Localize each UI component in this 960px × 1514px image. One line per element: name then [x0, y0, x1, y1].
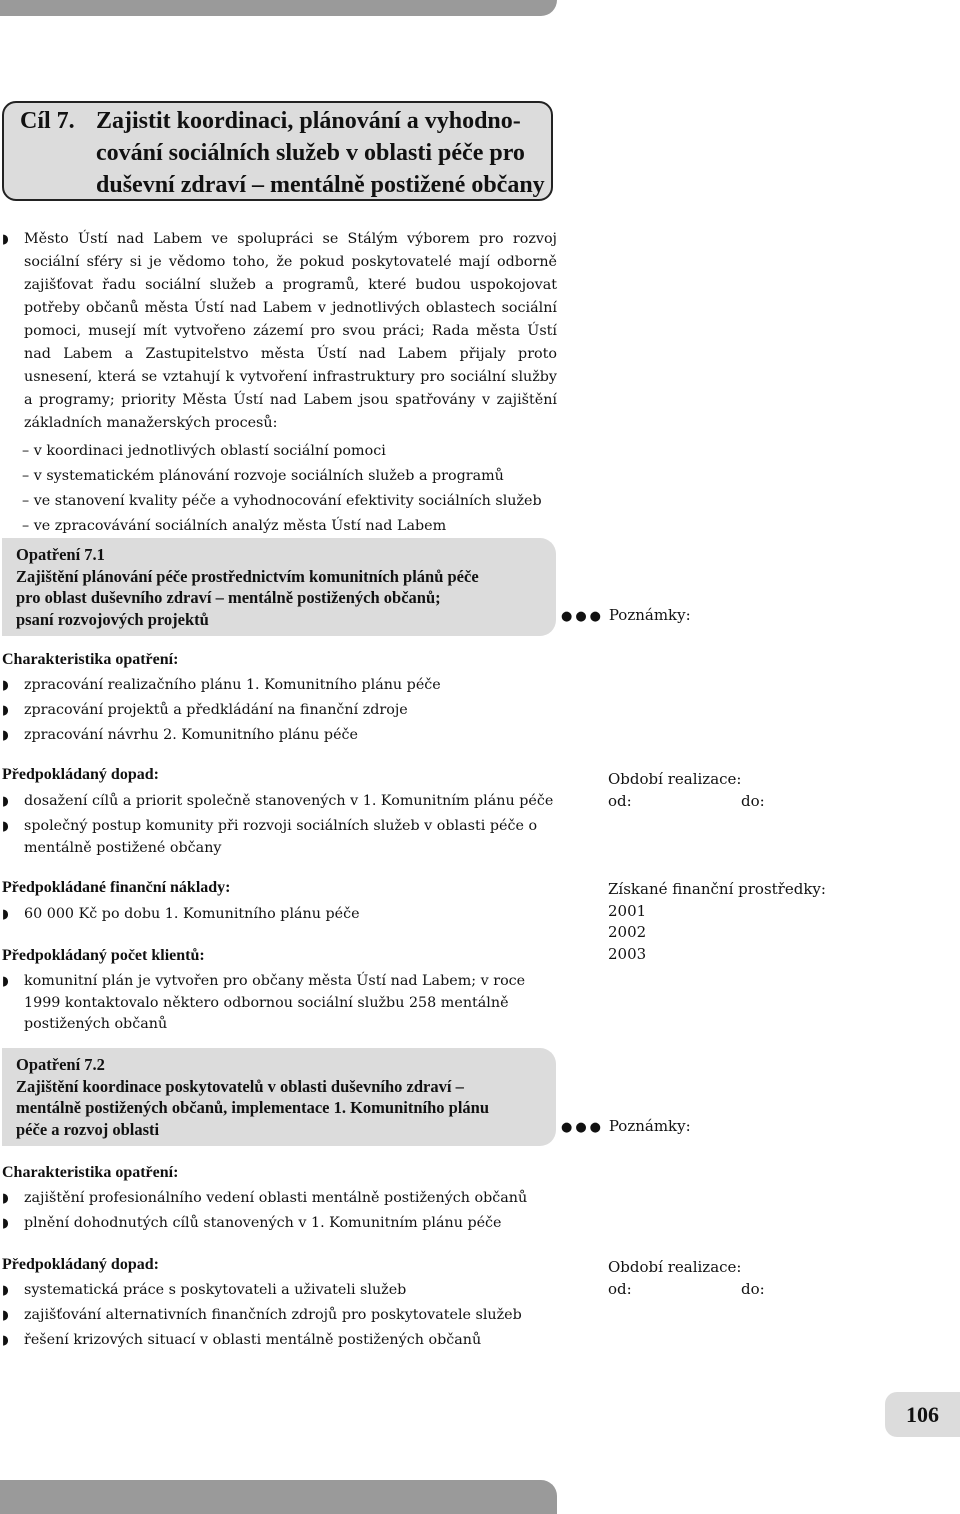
- dash-list-item: – v koordinaci jednotlivých oblastí sociální pomoci: [22, 443, 386, 459]
- list-item: ◗ zajištění profesionálního vedení oblasti mentálně postižených občanů: [2, 1188, 557, 1210]
- costs-heading: Předpokládané finanční náklady:: [2, 879, 231, 896]
- triangle-bullet-icon: ◗: [2, 907, 9, 922]
- period-block-7-2: [608, 1257, 765, 1300]
- measure-title-line: pro oblast duševního zdraví – mentálně postižených občanů;: [16, 588, 441, 607]
- intro-paragraph: Město Ústí nad Labem ve spolupráci se Stálým výborem pro rozvoj sociální sféry si je vědomo toho, že pokud poskytovatelé mají odborně zajišťovat řadu sociální služeb a programů, které budou uspokojovat potřeby občanů města Ústí nad Labem v jednotlivých oblastech sociální pomoci, musejí mít vytvořeno zázemí pro svou práci; Rada města Ústí nad Labem a Zastupitelstvo města Ústí nad Labem přijaly proto usnesení, která se vztahují k vytvoření infrastruktury pro sociální služby a programy; priority Města Ústí nad Labem jsou spatřovány v zajištění základních manažerských procesů:: [24, 231, 557, 431]
- bullet-dots-icon: ●●●: [561, 609, 605, 624]
- impact-heading: Předpokládaný dopad:: [2, 1256, 159, 1273]
- goal-number: Cíl 7.: [20, 108, 75, 134]
- impact-heading: Předpokládaný dopad:: [2, 766, 159, 783]
- period-range: [608, 791, 765, 813]
- bullet-dots-icon: ●●●: [561, 1120, 605, 1135]
- triangle-bullet-icon: ◗: [2, 1191, 9, 1206]
- list-item: ◗ společný postup komunity při rozvoji sociálních služeb v oblasti péče o mentálně postižené občany: [2, 818, 538, 856]
- funds-block: [608, 879, 826, 965]
- measure-title-line: Zajištění plánování péče prostřednictvím komunitních plánů péče: [16, 566, 479, 586]
- list-item: ◗ zpracování realizačního plánu 1. Komunitního plánu péče: [2, 675, 557, 697]
- triangle-bullet-icon: ◗: [2, 703, 9, 718]
- characteristics-list: [2, 1188, 557, 1238]
- characteristics-list: [2, 675, 557, 750]
- funds-year: 2002: [608, 923, 647, 941]
- characteristics-heading: Charakteristika opatření:: [2, 651, 179, 668]
- measure-title-line: péče a rozvoj oblasti: [16, 1119, 160, 1139]
- measure-title-line: mentálně postižených občanů, implementace 1. Komunitního plánu: [16, 1098, 490, 1117]
- goal-title-line: duševní zdraví – mentálně postižené občany: [96, 172, 545, 198]
- period-from-label: od:: [608, 791, 632, 810]
- top-decoration-bar: [0, 0, 557, 16]
- triangle-bullet-icon: ◗: [2, 1283, 9, 1298]
- impact-list: [2, 1280, 557, 1355]
- measure-title-line: Zajištění koordinace poskytovatelů v oblasti duševního zdraví –: [16, 1076, 464, 1096]
- list-item: ◗ zajišťování alternativních finančních zdrojů pro poskytovatele služeb: [2, 1305, 557, 1327]
- list-item: ◗ 60 000 Kč po dobu 1. Komunitního plánu péče: [2, 904, 557, 926]
- triangle-bullet-icon: ◗: [2, 1216, 9, 1231]
- list-item: ◗ řešení krizových situací v oblasti mentálně postižených občanů: [2, 1330, 557, 1352]
- measure-number: Opatření 7.2: [16, 1055, 105, 1074]
- period-block-7-1: [608, 769, 765, 812]
- goal-title-line: cování sociálních služeb v oblasti péče pro: [96, 140, 525, 166]
- page-number: 106: [885, 1392, 960, 1437]
- bottom-decoration-bar: [0, 1480, 557, 1514]
- funds-year: 2001: [608, 901, 647, 920]
- triangle-bullet-icon: ◗: [2, 819, 9, 834]
- goal-title-line: Zajistit koordinaci, plánování a vyhodno-: [96, 108, 521, 134]
- triangle-bullet-icon: ◗: [2, 974, 9, 989]
- triangle-bullet-icon: ◗: [2, 728, 9, 743]
- triangle-bullet-icon: ◗: [2, 678, 9, 693]
- period-from-label: od:: [608, 1279, 632, 1298]
- triangle-bullet-icon: ◗: [2, 1333, 9, 1348]
- clients-list: [2, 971, 557, 1039]
- list-item: ◗ zpracování projektů a předkládání na finanční zdroje: [2, 700, 557, 722]
- goal-title: [96, 105, 551, 201]
- notes-label: Poznámky:: [608, 1117, 691, 1135]
- goal-heading-box: [2, 101, 553, 201]
- dash-list-item: – v systematickém plánování rozvoje sociálních služeb a programů: [22, 468, 504, 484]
- period-to-label: do:: [741, 1279, 765, 1298]
- measure-title-line: psaní rozvojových projektů: [16, 609, 209, 629]
- list-item: ◗ systematická práce s poskytovateli a uživateli služeb: [2, 1280, 557, 1302]
- period-to-label: do:: [741, 791, 765, 810]
- intro-paragraph-block: [2, 228, 557, 435]
- list-item: ◗ plnění dohodnutých cílů stanovených v 1. Komunitním plánu péče: [2, 1213, 557, 1235]
- dash-list-item: – ve stanovení kvality péče a vyhodnocování efektivity sociálních služeb: [22, 493, 542, 509]
- notes-label: Poznámky:: [608, 606, 691, 624]
- dash-list-item: – ve zpracovávání sociálních analýz města Ústí nad Labem: [22, 518, 447, 534]
- list-item: ◗ zpracování návrhu 2. Komunitního plánu péče: [2, 725, 557, 747]
- period-label: Období realizace:: [608, 770, 742, 788]
- list-item: ◗ komunitní plán je vytvořen pro občany města Ústí nad Labem; v roce 1999 kontaktovalo některo odbornou sociální službu 258 mentálně postižených občanů: [2, 973, 526, 1032]
- impact-list: [2, 791, 557, 863]
- costs-list: [2, 904, 557, 929]
- period-range: [608, 1279, 765, 1301]
- intro-dash-list: [2, 439, 557, 539]
- triangle-bullet-icon: ◗: [2, 232, 9, 247]
- triangle-bullet-icon: ◗: [2, 794, 9, 809]
- intro-section: [2, 228, 557, 539]
- notes-label-7-2: [561, 1117, 691, 1135]
- list-item: ◗ dosažení cílů a priorit společně stanovených v 1. Komunitním plánu péče: [2, 791, 557, 813]
- funds-year: 2003: [608, 944, 647, 963]
- characteristics-heading: Charakteristika opatření:: [2, 1164, 179, 1181]
- measure-7-2-heading-box: [2, 1048, 556, 1146]
- notes-label-7-1: [561, 606, 691, 624]
- measure-number: Opatření 7.1: [16, 545, 105, 564]
- triangle-bullet-icon: ◗: [2, 1308, 9, 1323]
- funds-label: Získané finanční prostředky:: [608, 880, 826, 898]
- measure-7-1-heading-box: [2, 538, 556, 636]
- clients-heading: Předpokládaný počet klientů:: [2, 947, 205, 964]
- period-label: Období realizace:: [608, 1258, 742, 1276]
